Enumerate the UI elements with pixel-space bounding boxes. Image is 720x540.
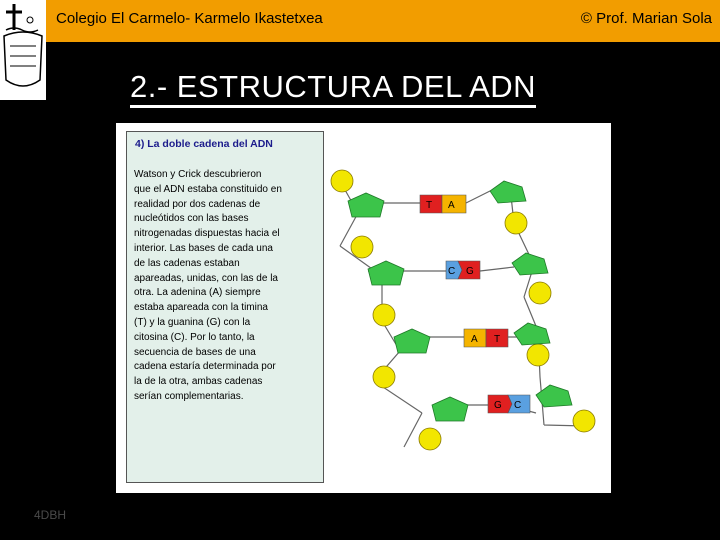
base-pair-2-left-label: C [448, 266, 456, 277]
base-pair-2 [446, 261, 480, 279]
figure-body-text: Watson y Crick descubrieron que el ADN estaba constituido en realidad por dos cadenas de nucleótidos con las bases nitrogenadas dispuestas hacia el interior. Las bases de cada una de las cadenas estaban apareadas, unidas, con las de la otra. La adenina (A) siempre estaba apareada con la timina (T) y la guanina (G) con la citosina (C). Por lo tanto, la secuencia de bases de una cadena estaría determinada por la de la otra, ambas cadenas serían complementarias. [134, 169, 282, 402]
base-pair-1 [420, 195, 466, 213]
dna-double-strand-diagram [330, 131, 606, 486]
school-name: Colegio El Carmelo- Karmelo Ikastetxea [56, 10, 323, 27]
base-pair-2-right-label: G [466, 266, 474, 277]
figure-heading: 4) La doble cadena del ADN [135, 138, 273, 150]
base-pair-1-left-label: T [426, 200, 433, 211]
base-pair-3-right-label: T [494, 334, 501, 345]
copyright-text: © Prof. Marian Sola [580, 10, 712, 27]
base-pair-3-left-label: A [471, 334, 478, 345]
page-label: 4DBH [34, 508, 67, 522]
base-pair-4-left-label: G [494, 400, 502, 411]
explanation-box [126, 131, 324, 483]
base-pair-4 [488, 395, 530, 413]
base-pair-4-right-label: C [514, 400, 522, 411]
slide-title: 2.- ESTRUCTURA DEL ADN [130, 72, 536, 108]
base-pair-1-right-label: A [448, 200, 455, 211]
base-pair-3 [464, 329, 508, 347]
figure-panel [116, 123, 611, 493]
school-logo [0, 0, 46, 100]
